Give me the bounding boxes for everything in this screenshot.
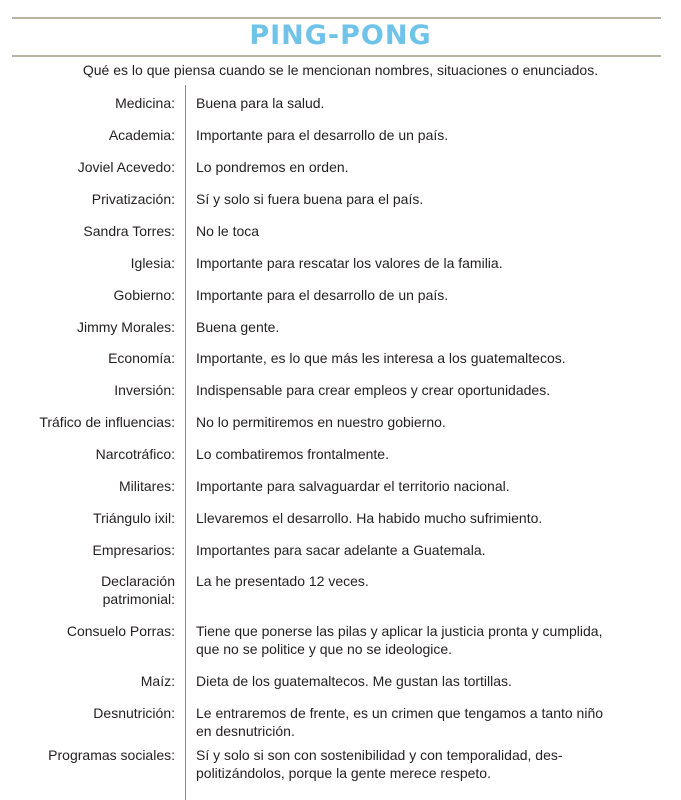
entry-definition-line: Indispensable para crear empleos y crear oportunidades. <box>196 382 551 398</box>
entry-term <box>5 704 175 722</box>
entry-definition-line: Lo pondremos en orden. <box>196 159 349 175</box>
entry-definition-line: que no se politice y que no se ideologice. <box>196 641 453 657</box>
entry-definition <box>196 286 646 304</box>
entry-term-line: Academia: <box>108 127 175 143</box>
entry-term <box>5 746 175 764</box>
entry-term-line: Triángulo ixil: <box>93 510 175 526</box>
entry-definition-line: en desnutrición. <box>196 723 295 739</box>
entry-term <box>5 381 175 399</box>
entry-definition <box>196 254 646 272</box>
entry-definition-line: Buena gente. <box>196 319 280 335</box>
entry-definition <box>196 704 646 740</box>
entry-definition <box>196 572 646 590</box>
entry-term <box>5 94 175 112</box>
entry-definition-line: La he presentado 12 veces. <box>196 573 369 589</box>
entry-term-line: Economía: <box>108 350 175 366</box>
entry-definition-line: Importantes para sacar adelante a Guatemala. <box>196 542 486 558</box>
entry-term <box>5 126 175 144</box>
entry-term <box>5 318 175 336</box>
entry-definition <box>196 222 646 240</box>
entry-term <box>5 509 175 527</box>
entry-definition-line: Importante para salvaguardar el territorio nacional. <box>196 478 510 494</box>
entry-term-line: Programas sociales: <box>48 747 175 763</box>
entry-definition <box>196 622 646 658</box>
entry-term <box>5 349 175 367</box>
subtitle: Qué es lo que piensa cuando se le mencionan nombres, situaciones o enunciados. <box>82 62 599 78</box>
entry-term <box>5 541 175 559</box>
entry-definition <box>196 349 646 367</box>
entry-definition-line: Importante para el desarrollo de un país. <box>196 127 449 143</box>
title-rule <box>12 55 661 57</box>
entry-term <box>5 445 175 463</box>
entry-term <box>5 413 175 431</box>
entry-definition <box>196 94 646 112</box>
entry-definition <box>196 477 646 495</box>
entry-definition <box>196 190 646 208</box>
entry-term-line: Consuelo Porras: <box>66 623 175 639</box>
entry-term-line: Jimmy Morales: <box>76 319 175 335</box>
entry-definition <box>196 509 646 527</box>
entry-term-line: Privatización: <box>91 191 175 207</box>
entry-term-line: Militares: <box>118 478 175 494</box>
entry-definition-line: Dieta de los guatemaltecos. Me gustan las tortillas. <box>196 673 512 689</box>
entry-term-line: patrimonial: <box>102 591 175 607</box>
entry-definition-line: Tiene que ponerse las pilas y aplicar la justicia pronta y cumplida, <box>196 623 603 639</box>
entry-definition <box>196 413 646 431</box>
entry-term-line: Gobierno: <box>113 287 175 303</box>
entry-definition <box>196 746 646 782</box>
column-divider <box>185 85 186 800</box>
entry-definition-line: Importante para rescatar los valores de la familia. <box>196 255 503 271</box>
entry-definition <box>196 381 646 399</box>
entry-definition-line: No le toca <box>196 223 260 239</box>
entry-term-line: Inversión: <box>114 382 175 398</box>
entry-definition <box>196 672 646 690</box>
entry-definition <box>196 158 646 176</box>
entry-term-line: Medicina: <box>115 95 175 111</box>
entry-term-line: Maíz: <box>140 673 175 689</box>
entry-term <box>5 190 175 208</box>
entry-term <box>5 572 175 608</box>
page-title: PING-PONG <box>249 20 432 51</box>
entry-term <box>5 622 175 640</box>
entry-definition-line: Buena para la salud. <box>196 95 325 111</box>
entry-definition <box>196 541 646 559</box>
entry-term <box>5 254 175 272</box>
entry-term-line: Desnutrición: <box>93 705 175 721</box>
entry-term-line: Tráfico de influencias: <box>39 414 175 430</box>
entry-definition-line: Le entraremos de frente, es un crimen que tengamos a tanto niño <box>196 705 604 721</box>
entry-definition <box>196 126 646 144</box>
entry-term <box>5 158 175 176</box>
entry-term-line: Narcotráfico: <box>95 446 175 462</box>
entry-definition-line: politizándolos, porque la gente merece respeto. <box>196 765 491 781</box>
entry-definition-line: Sí y solo si fuera buena para el país. <box>196 191 424 207</box>
entry-term <box>5 222 175 240</box>
entry-definition-line: Importante, es lo que más les interesa a los guatemaltecos. <box>196 350 566 366</box>
entry-definition-line: Llevaremos el desarrollo. Ha habido mucho sufrimiento. <box>196 510 543 526</box>
entry-term-line: Sandra Torres: <box>83 223 175 239</box>
entry-term-line: Empresarios: <box>92 542 175 558</box>
entry-term-line: Joviel Acevedo: <box>77 159 175 175</box>
entry-term <box>5 286 175 304</box>
entry-definition <box>196 445 646 463</box>
entry-term <box>5 477 175 495</box>
entry-term-line: Declaración <box>101 573 175 589</box>
entry-term <box>5 672 175 690</box>
entry-term-line: Iglesia: <box>130 255 175 271</box>
entry-definition-line: Sí y solo si son con sostenibilidad y con temporalidad, des- <box>196 747 563 763</box>
entry-definition-line: Lo combatiremos frontalmente. <box>196 446 389 462</box>
entry-definition-line: No lo permitiremos en nuestro gobierno. <box>196 414 446 430</box>
entry-definition <box>196 318 646 336</box>
entry-definition-line: Importante para el desarrollo de un país. <box>196 287 449 303</box>
